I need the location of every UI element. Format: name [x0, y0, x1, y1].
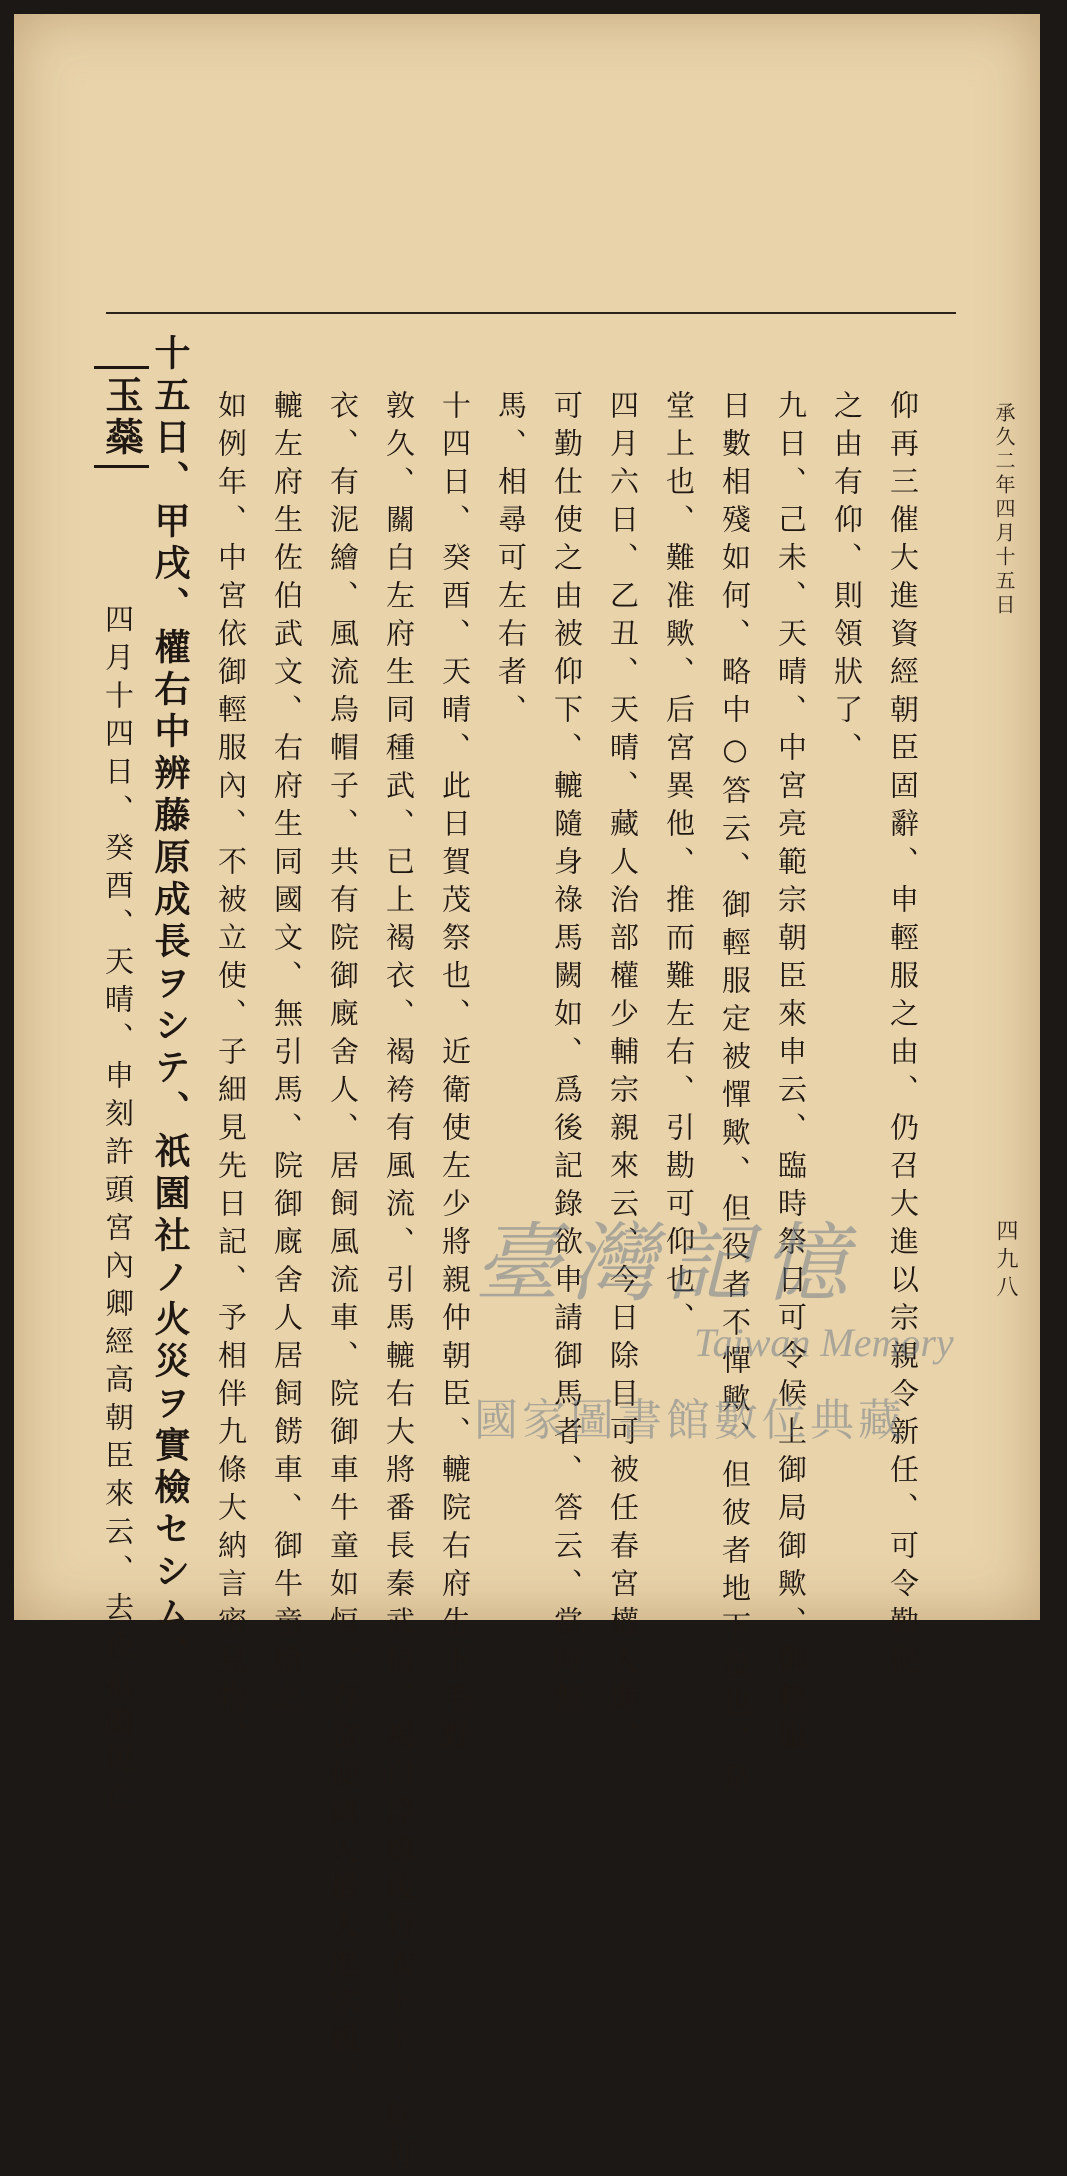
source-text-column: 四月十四日、癸酉、天晴、申刻許頭宮內卿經高朝臣來云、去夜祇薗燒亡: [101, 604, 135, 1820]
header-rule: [106, 312, 956, 314]
text-column-2: 之由有仰、則領狀了、: [830, 390, 864, 770]
text-column-12: 轆左府生佐伯武文、右府生同國文、無引馬、院御廐舍人居飼餝車、御牛童給之: [270, 390, 304, 1720]
book-page: [14, 14, 1040, 2176]
text-column-8: 馬、相尋可左右者、: [494, 390, 528, 732]
text-column-9: 十四日、癸酉、天晴、此日賀茂祭也、近衛使左少將親仲朝臣、轆院右府生下毛野: [438, 390, 472, 1758]
page-number: 四九八: [993, 1219, 1018, 1303]
text-column-3: 九日、己未、天晴、中宮亮範宗朝臣來申云、臨時祭日可令候上御局御歟、御輕服: [774, 390, 808, 1758]
text-column-7: 可勤仕使之由被仰下、轆隨身祿馬闕如、爲後記錄欲申請御馬者、答云、當時無: [550, 390, 584, 1720]
running-title: 承久二年四月十五日: [992, 402, 1016, 618]
watermark-calligraphy: 臺灣記憶: [474, 1214, 858, 1314]
watermark-latin: Taiwan Memory: [694, 1320, 954, 1365]
text-column-5: 堂上也、難准歟、后宮異他、推而難左右、引勘可仰也、: [662, 390, 696, 1340]
text-column-6: 四月六日、乙丑、天晴、藏人治部權少輔宗親來云、今日除目可被任春宮權大進、: [606, 390, 640, 1758]
entry-heading-column: 十五日、甲戌、權右中辨藤原成長ヲシテ、祇園社ノ火災ヲ實檢セシム、: [149, 334, 191, 1678]
watermark: [474, 1194, 994, 1454]
text-column-10: 敦久、關白左府生同種武、已上褐衣、褐袴有風流、引馬轆右大將番長秦武信、褐白浮線綾狩衣上下、紅打: [382, 390, 416, 2176]
text-column-1: 仰再三催大進資經朝臣固辭、申輕服之由、仍召大進以宗親令新任、可令勤使: [886, 390, 920, 1682]
source-tag: 玉蘂: [94, 366, 149, 468]
watermark-institution: 國家圖書館數位典藏: [474, 1395, 906, 1446]
text-column-4: 日數相殘如何、略中○答云、御輕服定被憚歟、但役者不憚歟、但彼者地下役也、是: [718, 390, 752, 1801]
text-column-11: 衣、有泥繪、風流烏帽子、共有院御廐舍人、居飼風流車、院御車牛童如恒、春宮使藏人權大進宗親、: [326, 390, 360, 2100]
text-column-13: 如例年、中宮依御輕服內、不被立使、子細見先日記、予相伴九條大納言密見物、: [214, 390, 248, 1758]
